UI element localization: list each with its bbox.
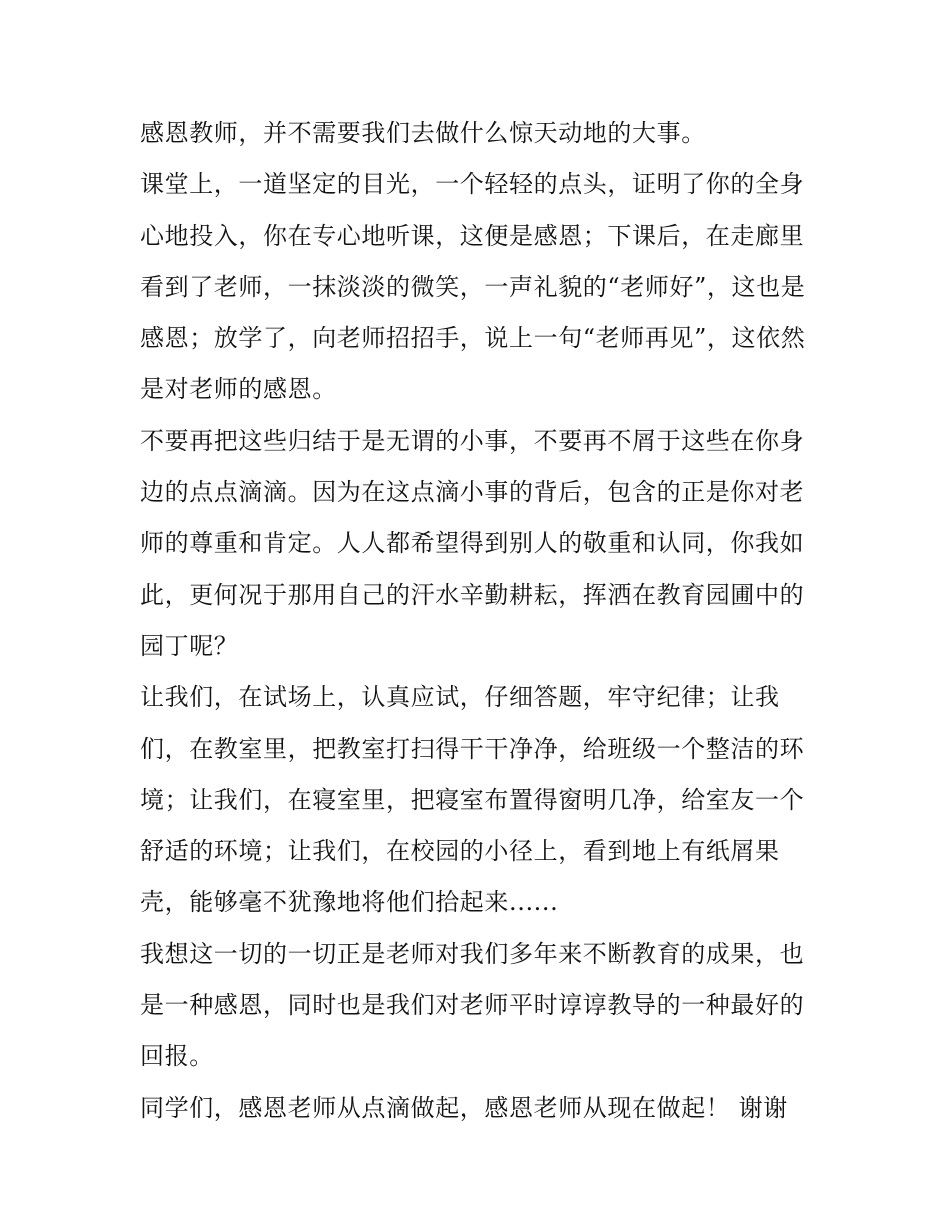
text-line: 是一种感恩，同时也是我们对老师平时谆谆教导的一种最好的 [140,991,805,1020]
text-line: 舒适的环境；让我们，在校园的小径上，看到地上有纸屑果 [140,837,780,866]
paragraph-5 [140,929,820,1083]
paragraph-2 [140,159,820,415]
paragraph-1 [140,108,820,159]
text-line: 不要再把这些归结于是无谓的小事，不要再不屑于这些在你身 [140,426,805,455]
text-line: 是对老师的感恩。 [140,375,337,404]
text-line: 我想这一切的一切正是老师对我们多年来不断教育的成果，也 [140,939,805,968]
paragraph-3 [140,416,820,672]
text-line: 让我们，在试场上，认真应试，仔细答题，牢守纪律；让我 [140,683,780,712]
text-line: 感恩；放学了，向老师招招手，说上一句“老师再见”，这依然 [140,324,806,353]
text-line: 境；让我们，在寝室里，把寝室布置得窗明几净，给室友一个 [140,785,805,814]
paragraph-4 [140,672,820,928]
text-line: 们，在教室里，把教室打扫得干干净净，给班级一个整洁的环 [140,734,805,763]
paragraph-6 [140,1083,820,1134]
text-line: 课堂上，一道坚定的目光，一个轻轻的点头，证明了你的全身 [140,170,805,199]
document-body [140,108,820,1134]
text-line: 壳，能够毫不犹豫地将他们拾起来...... [140,888,559,917]
text-line: 心地投入，你在专心地听课，这便是感恩；下课后，在走廊里 [140,221,805,250]
text-line: 边的点点滴滴。因为在这点滴小事的背后，包含的正是你对老 [140,478,805,507]
text-line: 同学们，感恩老师从点滴做起，感恩老师从现在做起！ 谢谢 [140,1093,788,1122]
text-line: 此，更何况于那用自己的汗水辛勤耕耘，挥洒在教育园圃中的 [140,580,805,609]
text-line: 感恩教师，并不需要我们去做什么惊天动地的大事。 [140,119,706,147]
text-line: 看到了老师，一抹淡淡的微笑，一声礼貌的“老师好”，这也是 [140,272,806,301]
text-line: 师的尊重和肯定。人人都希望得到别人的敬重和认同，你我如 [140,529,805,558]
text-line: 园丁呢？ [140,631,239,660]
text-line: 回报。 [140,1042,214,1071]
